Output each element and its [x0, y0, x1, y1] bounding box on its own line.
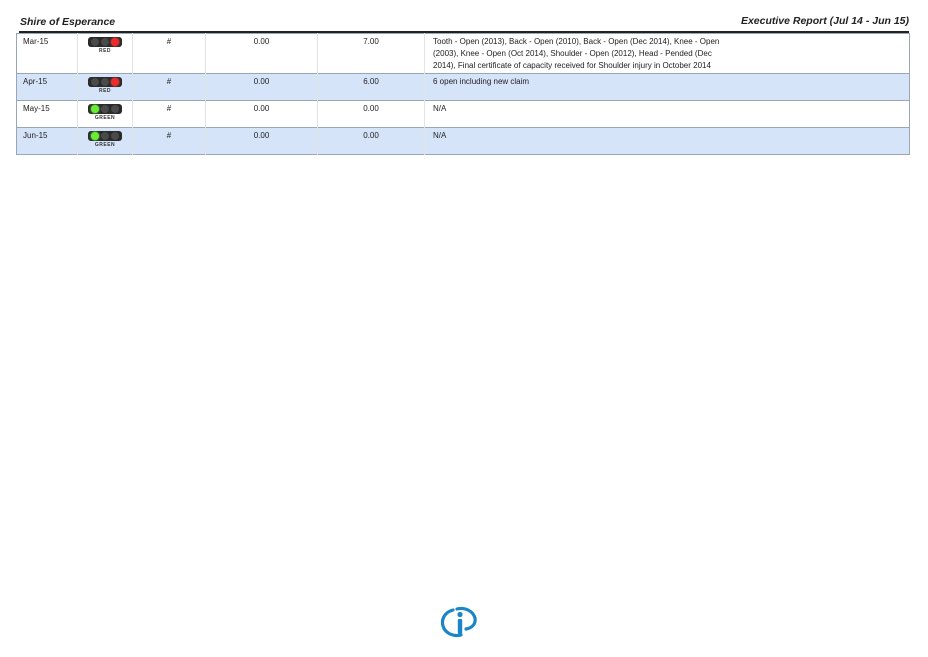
report-header [19, 15, 909, 33]
comment-cell [425, 34, 910, 74]
comment-text: 6 open including new claim [433, 77, 530, 86]
table-row [17, 128, 910, 155]
traffic-light-icon [87, 76, 123, 96]
month-cell: Jun-15 [17, 128, 78, 155]
status-label: GREEN [94, 142, 116, 148]
month-cell: May-15 [17, 101, 78, 128]
status-cell [78, 128, 133, 155]
status-cell [78, 34, 133, 74]
comment-cell [425, 128, 910, 155]
value2-cell: 6.00 [318, 74, 425, 101]
report-title: Executive Report (Jul 14 - Jun 15) [740, 15, 909, 27]
traffic-light-icon [87, 130, 123, 150]
table-row [17, 74, 910, 101]
value2-cell: 0.00 [318, 128, 425, 155]
hash-cell: # [133, 34, 206, 74]
value1-cell: 0.00 [206, 74, 318, 101]
status-label: GREEN [94, 115, 116, 121]
month-cell: Mar-15 [17, 34, 78, 74]
hash-cell: # [133, 128, 206, 155]
comment-text: N/A [433, 131, 447, 140]
value1-cell: 0.00 [206, 128, 318, 155]
hash-cell: # [133, 74, 206, 101]
value1-cell: 0.00 [206, 34, 318, 74]
month-cell: Apr-15 [17, 74, 78, 101]
status-cell [78, 74, 133, 101]
organization-name: Shire of Esperance [20, 16, 116, 28]
status-label: RED [98, 88, 112, 94]
value1-cell: 0.00 [206, 101, 318, 128]
info-i-logo-icon [440, 606, 478, 638]
hash-cell: # [133, 101, 206, 128]
traffic-light-icon [87, 103, 123, 123]
status-label: RED [98, 48, 112, 54]
comment-text: Tooth - Open (2013), Back - Open (2010), Back - Open (Dec 2014), Knee - Open (2003), Knee - Open (Oct 2014), Shoulder - Open (2012), Head - Pended (Dec 2014), Final certificate of capacity received for Shoulder injury in October 2014 [433, 37, 720, 70]
table-row [17, 101, 910, 128]
value2-cell: 7.00 [318, 34, 425, 74]
status-cell [78, 101, 133, 128]
report-table [16, 33, 910, 155]
comment-cell [425, 101, 910, 128]
comment-text: N/A [433, 104, 447, 113]
value2-cell: 0.00 [318, 101, 425, 128]
comment-cell [425, 74, 910, 101]
traffic-light-icon [87, 36, 123, 56]
table-row [17, 34, 910, 74]
